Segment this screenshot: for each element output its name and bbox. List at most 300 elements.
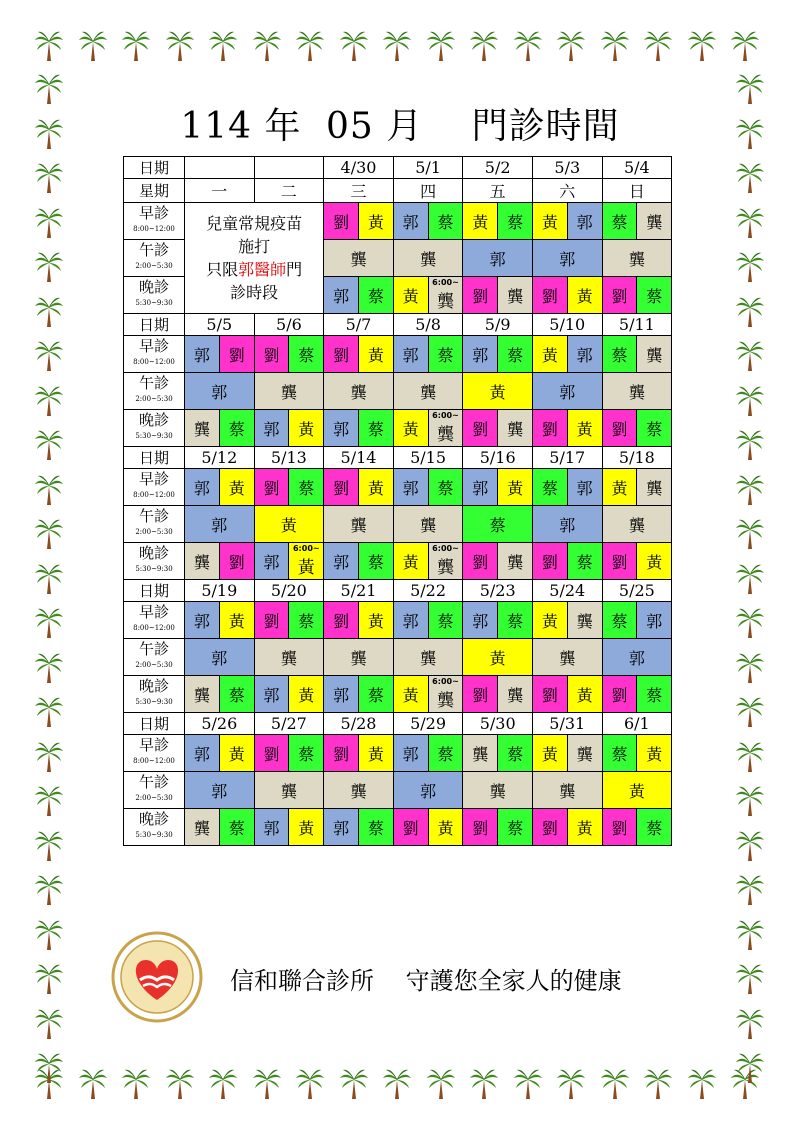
doctor-cell: 郭: [185, 772, 255, 809]
row-label: [124, 676, 185, 713]
doctor-cell: 劉: [324, 735, 359, 772]
title-label: 門診時間: [471, 106, 620, 147]
palm-tree-icon: [735, 1008, 765, 1040]
doctor-cell: 蔡: [637, 277, 672, 314]
palm-tree-icon: [735, 963, 765, 995]
doctor-cell: 劉: [254, 336, 289, 373]
palm-tree-icon: [34, 474, 64, 506]
palm-tree-icon: [735, 652, 765, 684]
palm-tree-icon: [735, 162, 765, 194]
palm-tree-icon: [735, 919, 765, 951]
doctor-cell: 郭: [463, 602, 498, 639]
row-label-name: 晚診: [138, 810, 169, 828]
note-line1: 兒童常規疫苗: [206, 214, 303, 233]
doctor-cell: 黃: [393, 410, 428, 447]
doctor-cell: 黃: [428, 809, 463, 846]
doctor-cell: 龔: [463, 735, 498, 772]
doctor-cell: 郭: [393, 772, 463, 809]
doctor-cell: 龔: [254, 772, 324, 809]
doctor-cell: 劉: [602, 809, 637, 846]
doctor-cell: 龔: [498, 410, 533, 447]
doctor-cell: 郭: [532, 373, 602, 410]
date-cell: [254, 157, 324, 179]
doctor-cell: 龔: [254, 639, 324, 676]
palm-tree-icon: [208, 30, 238, 62]
clinic-name: 信和聯合診所: [230, 967, 374, 995]
doctor-cell: 郭: [254, 676, 289, 713]
palm-tree-icon: [735, 1052, 765, 1084]
palm-tree-icon: [34, 385, 64, 417]
doctor-cell: 蔡: [567, 543, 602, 580]
palm-tree-icon: [121, 30, 151, 62]
doctor-name: 黃: [297, 558, 315, 578]
doctor-cell: 蔡: [358, 676, 393, 713]
doctor-cell: 龔: [532, 639, 602, 676]
palm-tree-icon: [556, 30, 586, 62]
date-cell: 5/26: [185, 713, 255, 735]
doctor-cell: 郭: [463, 336, 498, 373]
morning-row: [124, 602, 672, 639]
doctor-cell: 劉: [324, 203, 359, 240]
doctor-cell: 郭: [532, 506, 602, 543]
schedule-table: [123, 156, 672, 846]
date-cell: 5/28: [324, 713, 394, 735]
row-label-time: 5:30~9:30: [135, 432, 173, 440]
doctor-cell: 龔: [567, 735, 602, 772]
date-cell: 5/12: [185, 447, 255, 469]
doctor-cell: 龔: [185, 410, 220, 447]
weekday-cell: 二: [254, 179, 324, 203]
row-label-time: 8:00~12:00: [133, 757, 175, 765]
doctor-cell: 龔: [254, 373, 324, 410]
date-cell: 5/5: [185, 314, 255, 336]
morning-row: [124, 735, 672, 772]
palm-tree-icon: [643, 30, 673, 62]
date-cell: 5/27: [254, 713, 324, 735]
doctor-cell: 劉: [219, 336, 254, 373]
palm-tree-icon: [34, 652, 64, 684]
doctor-cell: [428, 676, 463, 713]
palm-tree-icon: [600, 30, 630, 62]
doctor-cell: 劉: [254, 469, 289, 506]
row-label: [124, 410, 185, 447]
doctor-cell: 龔: [185, 809, 220, 846]
row-label-name: 晚診: [138, 544, 169, 562]
weekday-label: 星期: [124, 179, 185, 203]
palm-tree-icon: [735, 696, 765, 728]
palm-tree-icon: [34, 963, 64, 995]
doctor-cell: 蔡: [498, 735, 533, 772]
page-title: [0, 98, 800, 149]
palm-tree-icon: [426, 1068, 456, 1100]
doctor-cell: 蔡: [289, 469, 324, 506]
morning-row: [124, 203, 672, 240]
doctor-cell: 蔡: [602, 602, 637, 639]
doctor-cell: 蔡: [428, 336, 463, 373]
row-label-name: 午診: [138, 241, 169, 259]
doctor-cell: 劉: [324, 602, 359, 639]
doctor-cell: 龔: [602, 373, 672, 410]
footer: [110, 930, 710, 1020]
doctor-cell: 黃: [393, 543, 428, 580]
row-label-name: 晚診: [138, 278, 169, 296]
doctor-cell: 黃: [219, 469, 254, 506]
doctor-cell: 劉: [602, 676, 637, 713]
date-row: [124, 713, 672, 735]
weekday-cell: 一: [185, 179, 255, 203]
palm-tree-icon: [34, 340, 64, 372]
date-cell: 5/13: [254, 447, 324, 469]
date-row: [124, 314, 672, 336]
date-cell: 5/29: [393, 713, 463, 735]
date-cell: 5/8: [393, 314, 463, 336]
palm-tree-icon: [34, 162, 64, 194]
doctor-cell: 黃: [463, 639, 533, 676]
doctor-cell: 劉: [463, 809, 498, 846]
date-cell: 5/15: [393, 447, 463, 469]
palm-tree-icon: [34, 874, 64, 906]
afternoon-row: [124, 772, 672, 809]
doctor-cell: [428, 277, 463, 314]
date-cell: 5/22: [393, 580, 463, 602]
palm-tree-icon: [735, 207, 765, 239]
doctor-cell: 劉: [324, 336, 359, 373]
row-label-time: 2:00~5:30: [135, 794, 173, 802]
doctor-cell: 龔: [463, 772, 533, 809]
row-label-time: 8:00~12:00: [133, 491, 175, 499]
palm-tree-icon: [78, 30, 108, 62]
palm-tree-icon: [121, 1068, 151, 1100]
palm-tree-icon: [735, 340, 765, 372]
doctor-cell: 蔡: [637, 410, 672, 447]
palm-tree-icon: [382, 30, 412, 62]
palm-tree-icon: [34, 30, 64, 62]
doctor-cell: 黃: [602, 469, 637, 506]
row-label: [124, 543, 185, 580]
doctor-cell: [428, 543, 463, 580]
date-cell: 5/14: [324, 447, 394, 469]
row-label-time: 2:00~5:30: [135, 661, 173, 669]
doctor-cell: 黃: [567, 410, 602, 447]
palm-tree-icon: [165, 1068, 195, 1100]
palm-tree-icon: [34, 1008, 64, 1040]
doctor-cell: 龔: [498, 277, 533, 314]
palm-tree-icon: [34, 296, 64, 328]
doctor-cell: 蔡: [602, 735, 637, 772]
date-cell: 5/20: [254, 580, 324, 602]
doctor-cell: 劉: [602, 277, 637, 314]
palm-tree-icon: [34, 607, 64, 639]
doctor-cell: 郭: [254, 410, 289, 447]
doctor-cell: 郭: [637, 602, 672, 639]
palm-tree-icon: [735, 874, 765, 906]
row-label-name: 早診: [138, 204, 169, 222]
palm-tree-icon: [34, 429, 64, 461]
doctor-cell: 郭: [254, 543, 289, 580]
doctor-cell: 龔: [602, 240, 672, 277]
doctor-cell: 蔡: [289, 602, 324, 639]
doctor-cell: 蔡: [498, 336, 533, 373]
note-line3a: 只限: [206, 260, 239, 279]
row-label-time: 8:00~12:00: [133, 358, 175, 366]
doctor-cell: 龔: [185, 676, 220, 713]
doctor-cell: 郭: [185, 506, 255, 543]
row-label-time: 2:00~5:30: [135, 262, 173, 270]
doctor-cell: 黃: [637, 543, 672, 580]
doctor-cell: 蔡: [498, 203, 533, 240]
row-label-time: 8:00~12:00: [133, 624, 175, 632]
palm-tree-icon: [295, 1068, 325, 1100]
palm-tree-icon: [208, 1068, 238, 1100]
date-cell: 5/10: [532, 314, 602, 336]
doctor-cell: 劉: [463, 543, 498, 580]
doctor-cell: 劉: [219, 543, 254, 580]
doctor-cell: 蔡: [602, 336, 637, 373]
row-label: [124, 240, 185, 277]
doctor-cell: 黃: [358, 203, 393, 240]
weekday-cell: 三: [324, 179, 394, 203]
date-label: 日期: [124, 713, 185, 735]
doctor-cell: 劉: [463, 410, 498, 447]
doctor-cell: 劉: [393, 809, 428, 846]
doctor-cell: 黃: [532, 735, 567, 772]
doctor-cell: 郭: [393, 336, 428, 373]
doctor-cell: 劉: [324, 469, 359, 506]
doctor-name: 龔: [436, 292, 454, 312]
doctor-name: 龔: [436, 558, 454, 578]
date-cell: 5/25: [602, 580, 672, 602]
doctor-cell: 黃: [358, 735, 393, 772]
row-label-name: 午診: [138, 640, 169, 658]
doctor-cell: 劉: [463, 277, 498, 314]
vaccine-note: [185, 203, 324, 314]
doctor-cell: 蔡: [358, 410, 393, 447]
doctor-cell: 蔡: [358, 543, 393, 580]
doctor-cell: 郭: [324, 809, 359, 846]
doctor-cell: 郭: [567, 336, 602, 373]
date-cell: 5/16: [463, 447, 533, 469]
doctor-cell: 黃: [289, 809, 324, 846]
palm-tree-icon: [426, 30, 456, 62]
date-cell: 4/30: [324, 157, 394, 179]
doctor-cell: 龔: [498, 676, 533, 713]
doctor-cell: 蔡: [637, 676, 672, 713]
doctor-cell: 郭: [185, 735, 220, 772]
doctor-cell: 黃: [602, 772, 672, 809]
note-line4: 診時段: [230, 283, 279, 302]
date-label: 日期: [124, 580, 185, 602]
palm-tree-icon: [735, 607, 765, 639]
doctor-cell: 劉: [532, 277, 567, 314]
afternoon-row: [124, 639, 672, 676]
doctor-cell: 龔: [324, 373, 394, 410]
doctor-cell: 郭: [185, 469, 220, 506]
early-start-note: 6:00~: [292, 544, 320, 553]
palm-tree-icon: [730, 30, 760, 62]
doctor-cell: 郭: [185, 639, 255, 676]
doctor-cell: 劉: [602, 410, 637, 447]
doctor-cell: 黃: [289, 410, 324, 447]
date-cell: 5/3: [532, 157, 602, 179]
doctor-cell: 郭: [393, 469, 428, 506]
palm-tree-icon: [34, 207, 64, 239]
doctor-cell: 蔡: [498, 602, 533, 639]
palm-tree-icon: [252, 1068, 282, 1100]
row-label-time: 2:00~5:30: [135, 395, 173, 403]
doctor-name: 龔: [436, 691, 454, 711]
doctor-cell: 黃: [532, 336, 567, 373]
doctor-cell: 蔡: [289, 735, 324, 772]
doctor-cell: 蔡: [498, 809, 533, 846]
palm-tree-icon: [34, 251, 64, 283]
doctor-cell: 黃: [567, 809, 602, 846]
title-year: 114 年: [180, 106, 302, 147]
palm-tree-icon: [252, 30, 282, 62]
row-label-name: 早診: [138, 603, 169, 621]
doctor-cell: 龔: [393, 240, 463, 277]
row-label: [124, 639, 185, 676]
date-cell: 5/23: [463, 580, 533, 602]
doctor-cell: 黃: [219, 735, 254, 772]
doctor-cell: 黃: [567, 277, 602, 314]
date-cell: 5/21: [324, 580, 394, 602]
date-cell: 5/17: [532, 447, 602, 469]
doctor-cell: 蔡: [428, 602, 463, 639]
doctor-cell: 郭: [463, 240, 533, 277]
doctor-cell: 郭: [393, 735, 428, 772]
row-label: [124, 336, 185, 373]
row-label: [124, 373, 185, 410]
note-line3b: 門: [286, 260, 303, 279]
morning-row: [124, 336, 672, 373]
row-label: [124, 469, 185, 506]
row-label-name: 早診: [138, 470, 169, 488]
morning-row: [124, 469, 672, 506]
date-label: 日期: [124, 157, 185, 179]
doctor-cell: 劉: [463, 676, 498, 713]
doctor-cell: 郭: [393, 203, 428, 240]
row-label-time: 8:00~12:00: [133, 225, 175, 233]
row-label-time: 5:30~9:30: [135, 299, 173, 307]
palm-tree-icon: [600, 1068, 630, 1100]
date-cell: 5/9: [463, 314, 533, 336]
date-label: 日期: [124, 314, 185, 336]
afternoon-row: [124, 506, 672, 543]
date-cell: 5/30: [463, 713, 533, 735]
doctor-cell: 龔: [185, 543, 220, 580]
doctor-cell: 黃: [463, 373, 533, 410]
date-row: [124, 580, 672, 602]
row-label: [124, 735, 185, 772]
palm-tree-icon: [339, 1068, 369, 1100]
doctor-cell: 郭: [185, 336, 220, 373]
early-start-note: 6:00~: [432, 677, 459, 686]
date-cell: 5/18: [602, 447, 672, 469]
doctor-cell: 蔡: [428, 735, 463, 772]
doctor-cell: 郭: [567, 203, 602, 240]
clinic-logo: [110, 930, 204, 1024]
palm-tree-icon: [735, 563, 765, 595]
doctor-cell: [289, 543, 324, 580]
doctor-cell: 龔: [637, 469, 672, 506]
palm-tree-icon: [735, 429, 765, 461]
palm-tree-icon: [556, 1068, 586, 1100]
palm-tree-icon: [735, 741, 765, 773]
palm-tree-icon: [735, 785, 765, 817]
doctor-cell: 龔: [393, 373, 463, 410]
palm-tree-icon: [78, 1068, 108, 1100]
palm-tree-icon: [687, 30, 717, 62]
doctor-cell: 龔: [637, 203, 672, 240]
palm-tree-icon: [339, 30, 369, 62]
note-line2: 施打: [238, 237, 271, 256]
doctor-cell: 劉: [532, 676, 567, 713]
doctor-cell: 蔡: [219, 410, 254, 447]
date-cell: 5/4: [602, 157, 672, 179]
title-month: 05 月: [325, 106, 424, 147]
evening-row: [124, 410, 672, 447]
palm-tree-icon: [735, 385, 765, 417]
palm-tree-icon: [687, 1068, 717, 1100]
doctor-cell: 蔡: [463, 506, 533, 543]
palm-tree-icon: [513, 1068, 543, 1100]
doctor-cell: 龔: [324, 240, 394, 277]
row-label: [124, 506, 185, 543]
palm-tree-icon: [34, 1052, 64, 1084]
doctor-cell: 黃: [567, 676, 602, 713]
doctor-cell: 黃: [393, 277, 428, 314]
date-cell: 5/7: [324, 314, 394, 336]
row-label-name: 早診: [138, 337, 169, 355]
doctor-cell: 龔: [324, 506, 394, 543]
date-cell: 6/1: [602, 713, 672, 735]
doctor-cell: 郭: [324, 277, 359, 314]
palm-tree-icon: [165, 30, 195, 62]
doctor-cell: 蔡: [602, 203, 637, 240]
row-label: [124, 602, 185, 639]
palm-tree-icon: [382, 1068, 412, 1100]
doctor-cell: 黃: [637, 735, 672, 772]
doctor-cell: 郭: [532, 240, 602, 277]
doctor-cell: 黃: [498, 469, 533, 506]
row-label-name: 午診: [138, 507, 169, 525]
afternoon-row: [124, 373, 672, 410]
doctor-cell: 蔡: [358, 277, 393, 314]
doctor-cell: 龔: [567, 602, 602, 639]
row-label-name: 午診: [138, 374, 169, 392]
date-cell: 5/6: [254, 314, 324, 336]
doctor-cell: 劉: [602, 543, 637, 580]
evening-row: [124, 676, 672, 713]
doctor-cell: 黃: [358, 336, 393, 373]
palm-tree-icon: [295, 30, 325, 62]
doctor-cell: 黃: [358, 469, 393, 506]
row-label: [124, 809, 185, 846]
palm-tree-icon: [735, 474, 765, 506]
palm-tree-icon: [34, 696, 64, 728]
palm-tree-icon: [513, 30, 543, 62]
date-cell: 5/24: [532, 580, 602, 602]
doctor-name: 龔: [436, 425, 454, 445]
row-label-time: 5:30~9:30: [135, 698, 173, 706]
palm-tree-icon: [735, 251, 765, 283]
doctor-cell: 蔡: [428, 469, 463, 506]
palm-tree-icon: [34, 563, 64, 595]
doctor-cell: 黃: [219, 602, 254, 639]
doctor-cell: 劉: [532, 410, 567, 447]
palm-tree-icon: [735, 830, 765, 862]
doctor-cell: 郭: [324, 676, 359, 713]
